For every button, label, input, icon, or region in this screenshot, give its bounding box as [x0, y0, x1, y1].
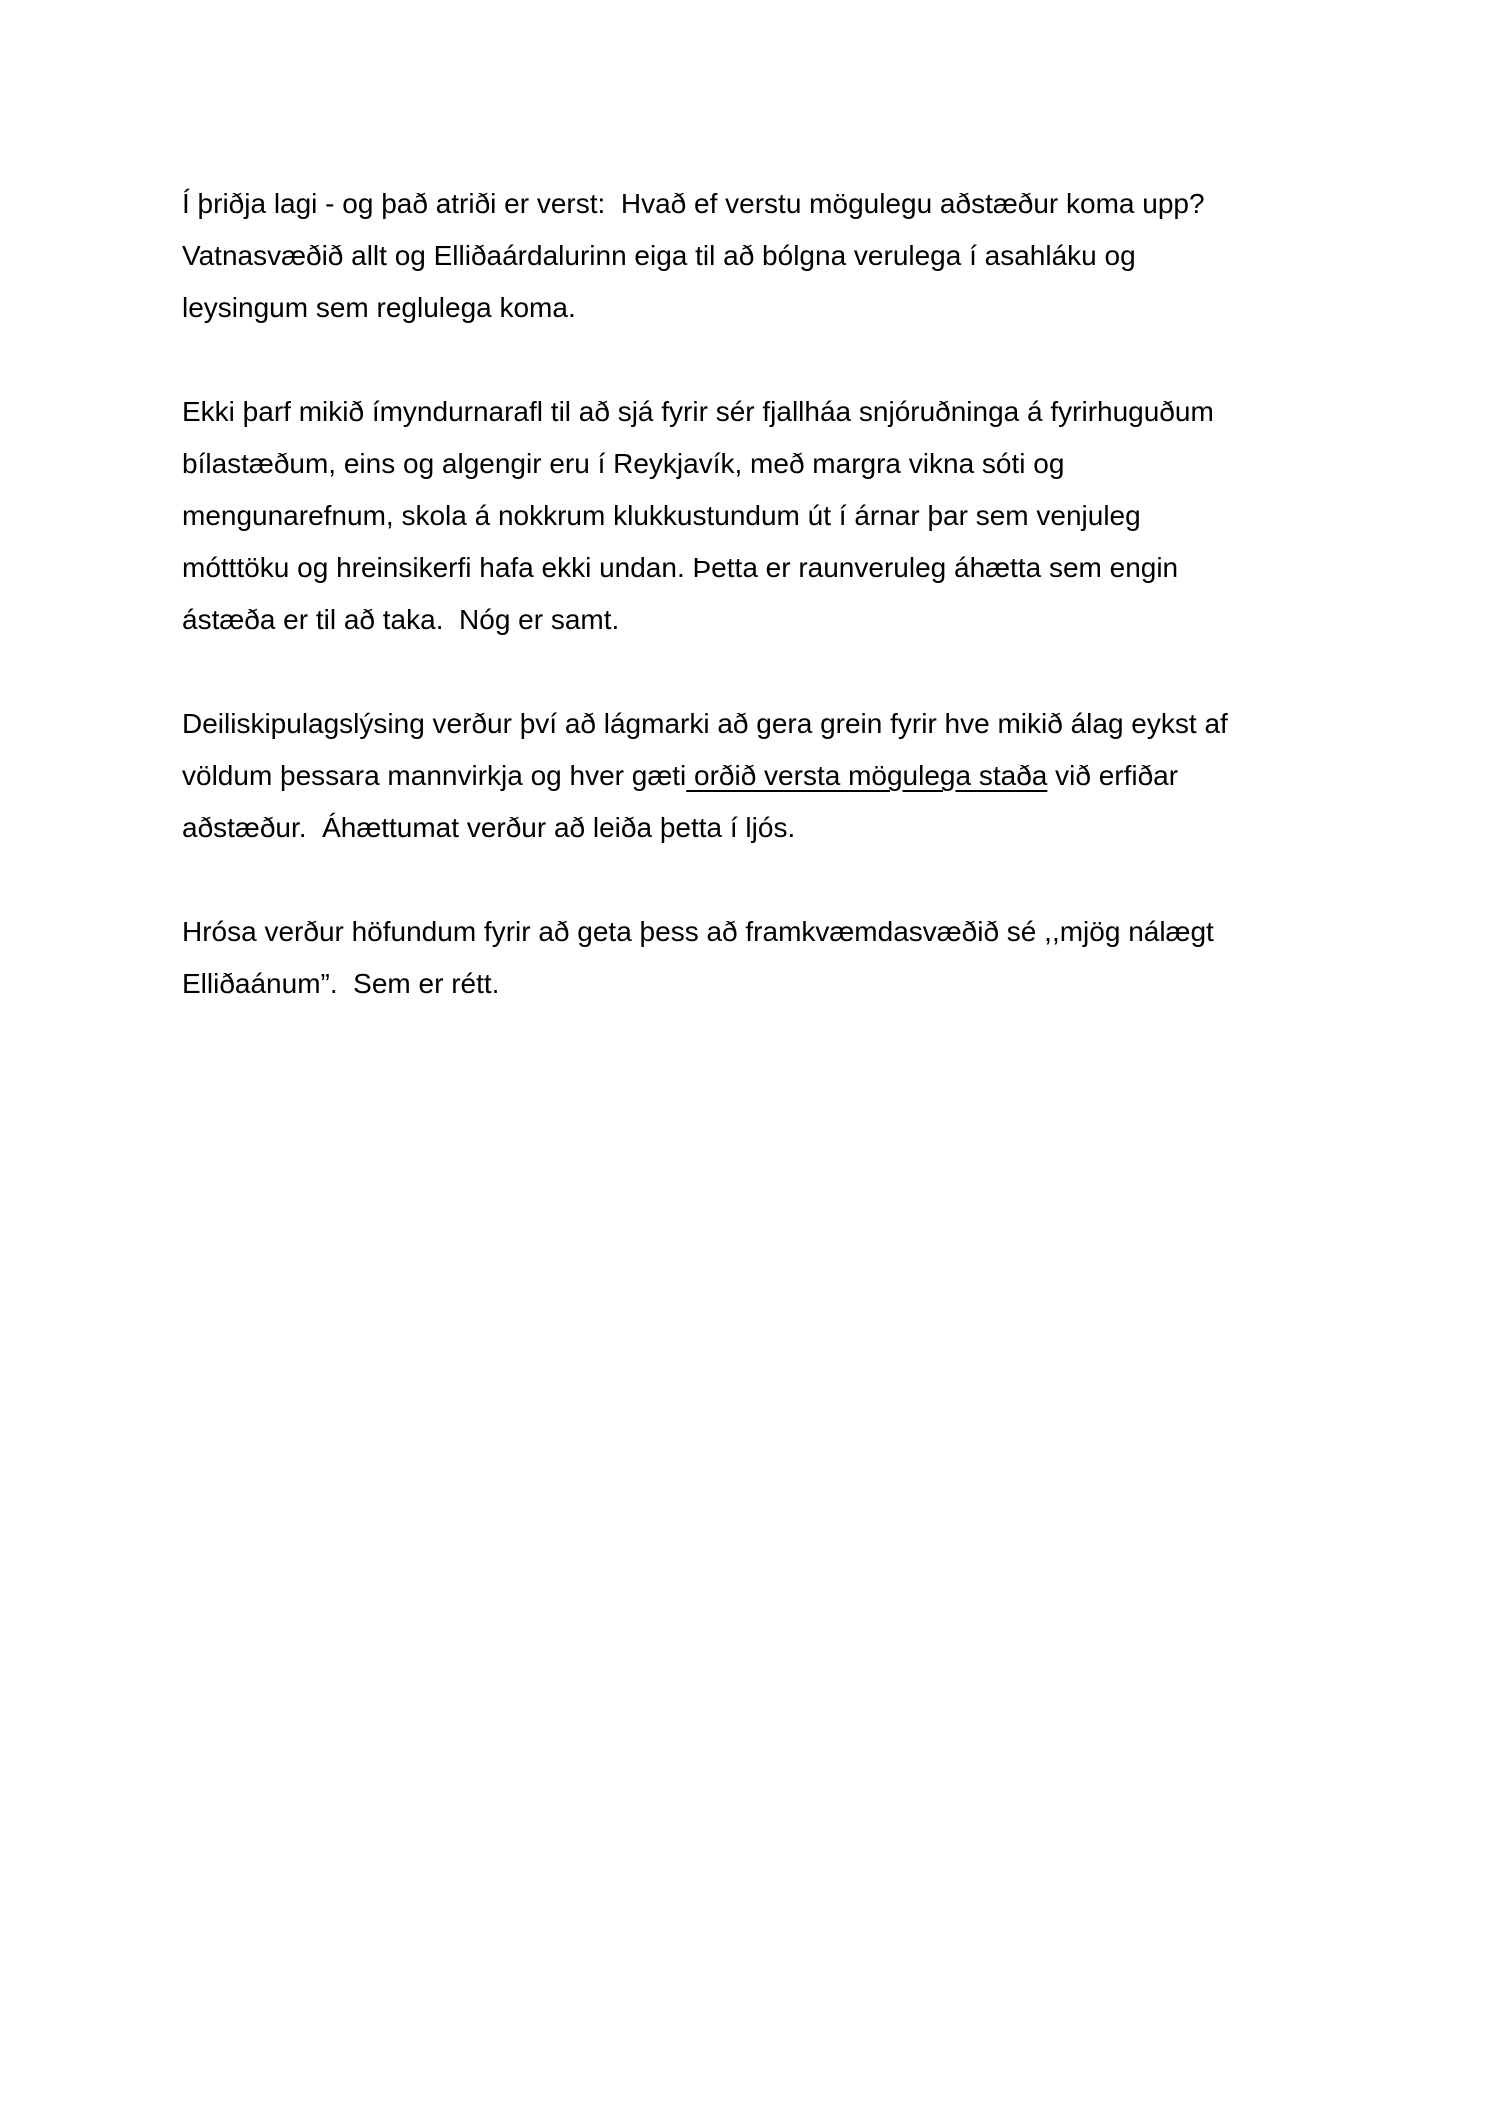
text-line [182, 386, 1342, 438]
text-segment: mótttöku og hreinsikerfi hafa ekki undan. Þetta er raunveruleg áhætta sem engin [182, 552, 1179, 583]
text-line [182, 802, 1342, 854]
paragraph [182, 906, 1342, 1010]
text-line [182, 594, 1342, 646]
text-segment: mengunarefnum, skola á nokkrum klukkustundum út í árnar þar sem venjuleg [182, 500, 1141, 531]
text-line [182, 698, 1342, 750]
text-segment: Deiliskipulagslýsing verður því að lágmarki að gera grein fyrir hve mikið álag eykst af [182, 708, 1228, 739]
paragraph [182, 178, 1342, 334]
text-segment: Hrósa verður höfundum fyrir að geta þess að framkvæmdasvæðið sé ,,mjög nálægt [182, 916, 1214, 947]
text-segment: leysingum sem reglulega koma. [182, 292, 576, 323]
text-segment: Í þriðja lagi - og það atriði er verst: Hvað ef verstu mögulegu aðstæður koma upp? [182, 188, 1205, 219]
text-segment: Elliðaánum”. Sem er rétt. [182, 968, 500, 999]
paragraph [182, 698, 1342, 854]
text-line [182, 438, 1342, 490]
text-segment: völdum þessara mannvirkja og hver gæti [182, 760, 687, 791]
text-segment: bílastæðum, eins og algengir eru í Reykjavík, með margra vikna sóti og [182, 448, 1065, 479]
text-line [182, 490, 1342, 542]
document-body [182, 178, 1342, 1062]
text-segment: Ekki þarf mikið ímyndurnarafl til að sjá fyrir sér fjallháa snjóruðninga á fyrirhuguðum [182, 396, 1214, 427]
text-line [182, 178, 1342, 230]
text-line [182, 906, 1342, 958]
text-segment: við erfiðar [1047, 760, 1179, 791]
text-segment: ástæða er til að taka. Nóg er samt. [182, 604, 620, 635]
text-line [182, 282, 1342, 334]
underlined-text-segment: orðið versta mögulega staða [686, 760, 1048, 791]
text-line [182, 750, 1342, 802]
text-line [182, 958, 1342, 1010]
paragraph [182, 386, 1342, 646]
text-line [182, 542, 1342, 594]
text-segment: aðstæður. Áhættumat verður að leiða þetta í ljós. [182, 812, 796, 843]
text-line [182, 230, 1342, 282]
text-segment: Vatnasvæðið allt og Elliðaárdalurinn eiga til að bólgna verulega í asahláku og [182, 240, 1136, 271]
